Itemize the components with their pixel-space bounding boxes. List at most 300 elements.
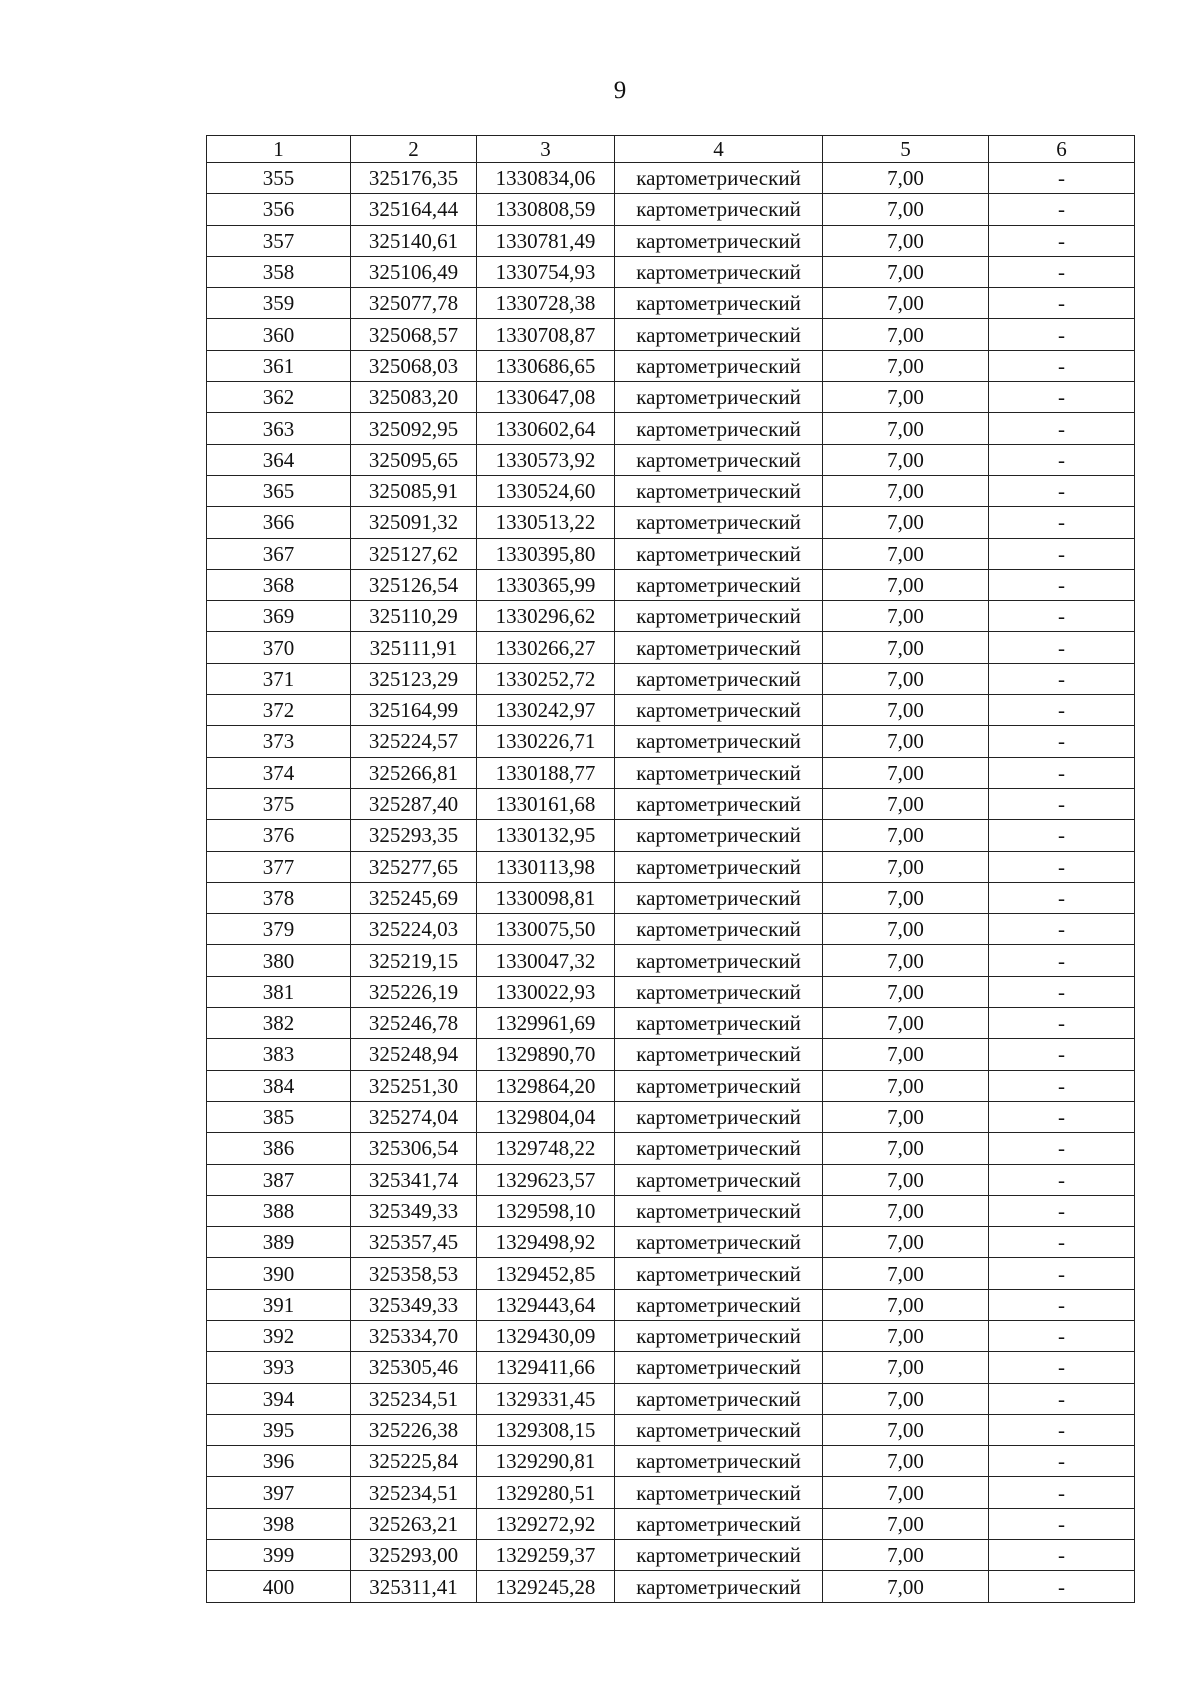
point-number-cell: 387 <box>207 1164 351 1195</box>
x-coordinate-cell: 325226,19 <box>351 976 477 1007</box>
method-cell: картометрический <box>615 507 823 538</box>
table-row <box>207 1008 1135 1039</box>
note-cell: - <box>989 820 1135 851</box>
note-cell: - <box>989 1195 1135 1226</box>
table-row <box>207 1383 1135 1414</box>
accuracy-cell: 7,00 <box>823 382 989 413</box>
point-number-cell: 390 <box>207 1258 351 1289</box>
y-coordinate-cell: 1330188,77 <box>477 757 615 788</box>
y-coordinate-cell: 1329623,57 <box>477 1164 615 1195</box>
point-number-cell: 360 <box>207 319 351 350</box>
x-coordinate-cell: 325349,33 <box>351 1195 477 1226</box>
y-coordinate-cell: 1329443,64 <box>477 1289 615 1320</box>
method-cell: картометрический <box>615 1352 823 1383</box>
y-coordinate-cell: 1330524,60 <box>477 475 615 506</box>
y-coordinate-cell: 1330022,93 <box>477 976 615 1007</box>
table-row <box>207 695 1135 726</box>
x-coordinate-cell: 325225,84 <box>351 1446 477 1477</box>
y-coordinate-cell: 1330834,06 <box>477 163 615 194</box>
point-number-cell: 379 <box>207 914 351 945</box>
x-coordinate-cell: 325263,21 <box>351 1508 477 1539</box>
method-cell: картометрический <box>615 1289 823 1320</box>
point-number-cell: 355 <box>207 163 351 194</box>
method-cell: картометрический <box>615 1320 823 1351</box>
table-row <box>207 663 1135 694</box>
point-number-cell: 386 <box>207 1133 351 1164</box>
table-row <box>207 382 1135 413</box>
method-cell: картометрический <box>615 601 823 632</box>
point-number-cell: 374 <box>207 757 351 788</box>
y-coordinate-cell: 1330113,98 <box>477 851 615 882</box>
point-number-cell: 388 <box>207 1195 351 1226</box>
point-number-cell: 383 <box>207 1039 351 1070</box>
note-cell: - <box>989 1164 1135 1195</box>
method-cell: картометрический <box>615 350 823 381</box>
x-coordinate-cell: 325226,38 <box>351 1414 477 1445</box>
x-coordinate-cell: 325083,20 <box>351 382 477 413</box>
x-coordinate-cell: 325219,15 <box>351 945 477 976</box>
accuracy-cell: 7,00 <box>823 601 989 632</box>
x-coordinate-cell: 325311,41 <box>351 1571 477 1602</box>
method-cell: картометрический <box>615 1039 823 1070</box>
y-coordinate-cell: 1329452,85 <box>477 1258 615 1289</box>
method-cell: картометрический <box>615 1008 823 1039</box>
y-coordinate-cell: 1329259,37 <box>477 1540 615 1571</box>
accuracy-cell: 7,00 <box>823 1164 989 1195</box>
accuracy-cell: 7,00 <box>823 569 989 600</box>
y-coordinate-cell: 1329498,92 <box>477 1227 615 1258</box>
table-row <box>207 256 1135 287</box>
accuracy-cell: 7,00 <box>823 1070 989 1101</box>
point-number-cell: 371 <box>207 663 351 694</box>
method-cell: картометрический <box>615 663 823 694</box>
table-row <box>207 1258 1135 1289</box>
method-cell: картометрический <box>615 1571 823 1602</box>
x-coordinate-cell: 325095,65 <box>351 444 477 475</box>
table-row <box>207 1195 1135 1226</box>
y-coordinate-cell: 1330781,49 <box>477 225 615 256</box>
method-cell: картометрический <box>615 1195 823 1226</box>
note-cell: - <box>989 1352 1135 1383</box>
x-coordinate-cell: 325077,78 <box>351 288 477 319</box>
table-row <box>207 1508 1135 1539</box>
y-coordinate-cell: 1329748,22 <box>477 1133 615 1164</box>
x-coordinate-cell: 325140,61 <box>351 225 477 256</box>
point-number-cell: 369 <box>207 601 351 632</box>
y-coordinate-cell: 1330075,50 <box>477 914 615 945</box>
point-number-cell: 363 <box>207 413 351 444</box>
note-cell: - <box>989 444 1135 475</box>
point-number-cell: 399 <box>207 1540 351 1571</box>
x-coordinate-cell: 325357,45 <box>351 1227 477 1258</box>
x-coordinate-cell: 325091,32 <box>351 507 477 538</box>
y-coordinate-cell: 1330047,32 <box>477 945 615 976</box>
note-cell: - <box>989 225 1135 256</box>
x-coordinate-cell: 325277,65 <box>351 851 477 882</box>
y-coordinate-cell: 1330686,65 <box>477 350 615 381</box>
method-cell: картометрический <box>615 914 823 945</box>
y-coordinate-cell: 1330161,68 <box>477 788 615 819</box>
method-cell: картометрический <box>615 1101 823 1132</box>
method-cell: картометрический <box>615 319 823 350</box>
y-coordinate-cell: 1329804,04 <box>477 1101 615 1132</box>
method-cell: картометрический <box>615 1164 823 1195</box>
point-number-cell: 389 <box>207 1227 351 1258</box>
accuracy-cell: 7,00 <box>823 726 989 757</box>
note-cell: - <box>989 976 1135 1007</box>
note-cell: - <box>989 1289 1135 1320</box>
point-number-cell: 384 <box>207 1070 351 1101</box>
column-header-1: 1 <box>207 136 351 163</box>
table-row <box>207 788 1135 819</box>
y-coordinate-cell: 1330395,80 <box>477 538 615 569</box>
note-cell: - <box>989 350 1135 381</box>
column-header-3: 3 <box>477 136 615 163</box>
y-coordinate-cell: 1330252,72 <box>477 663 615 694</box>
point-number-cell: 376 <box>207 820 351 851</box>
accuracy-cell: 7,00 <box>823 1008 989 1039</box>
x-coordinate-cell: 325106,49 <box>351 256 477 287</box>
accuracy-cell: 7,00 <box>823 1289 989 1320</box>
accuracy-cell: 7,00 <box>823 1195 989 1226</box>
note-cell: - <box>989 1540 1135 1571</box>
method-cell: картометрический <box>615 538 823 569</box>
accuracy-cell: 7,00 <box>823 444 989 475</box>
accuracy-cell: 7,00 <box>823 507 989 538</box>
table-row <box>207 945 1135 976</box>
table-row <box>207 914 1135 945</box>
table-row <box>207 1540 1135 1571</box>
method-cell: картометрический <box>615 163 823 194</box>
x-coordinate-cell: 325068,03 <box>351 350 477 381</box>
method-cell: картометрический <box>615 194 823 225</box>
note-cell: - <box>989 1070 1135 1101</box>
method-cell: картометрический <box>615 1070 823 1101</box>
note-cell: - <box>989 1039 1135 1070</box>
accuracy-cell: 7,00 <box>823 663 989 694</box>
table-row <box>207 163 1135 194</box>
method-cell: картометрический <box>615 1258 823 1289</box>
table-row <box>207 319 1135 350</box>
coordinates-table <box>206 135 1135 1603</box>
note-cell: - <box>989 1477 1135 1508</box>
x-coordinate-cell: 325111,91 <box>351 632 477 663</box>
accuracy-cell: 7,00 <box>823 475 989 506</box>
y-coordinate-cell: 1330365,99 <box>477 569 615 600</box>
note-cell: - <box>989 882 1135 913</box>
x-coordinate-cell: 325306,54 <box>351 1133 477 1164</box>
x-coordinate-cell: 325085,91 <box>351 475 477 506</box>
note-cell: - <box>989 413 1135 444</box>
y-coordinate-cell: 1330242,97 <box>477 695 615 726</box>
method-cell: картометрический <box>615 695 823 726</box>
x-coordinate-cell: 325164,99 <box>351 695 477 726</box>
table-row <box>207 1446 1135 1477</box>
table-row <box>207 1101 1135 1132</box>
y-coordinate-cell: 1329961,69 <box>477 1008 615 1039</box>
accuracy-cell: 7,00 <box>823 695 989 726</box>
accuracy-cell: 7,00 <box>823 820 989 851</box>
note-cell: - <box>989 1383 1135 1414</box>
y-coordinate-cell: 1330602,64 <box>477 413 615 444</box>
point-number-cell: 385 <box>207 1101 351 1132</box>
accuracy-cell: 7,00 <box>823 1540 989 1571</box>
point-number-cell: 382 <box>207 1008 351 1039</box>
method-cell: картометрический <box>615 976 823 1007</box>
x-coordinate-cell: 325266,81 <box>351 757 477 788</box>
y-coordinate-cell: 1330728,38 <box>477 288 615 319</box>
column-header-2: 2 <box>351 136 477 163</box>
point-number-cell: 377 <box>207 851 351 882</box>
point-number-cell: 367 <box>207 538 351 569</box>
point-number-cell: 358 <box>207 256 351 287</box>
y-coordinate-cell: 1330513,22 <box>477 507 615 538</box>
note-cell: - <box>989 695 1135 726</box>
method-cell: картометрический <box>615 256 823 287</box>
y-coordinate-cell: 1330573,92 <box>477 444 615 475</box>
point-number-cell: 357 <box>207 225 351 256</box>
method-cell: картометрический <box>615 1414 823 1445</box>
accuracy-cell: 7,00 <box>823 1227 989 1258</box>
y-coordinate-cell: 1329864,20 <box>477 1070 615 1101</box>
table-row <box>207 976 1135 1007</box>
accuracy-cell: 7,00 <box>823 757 989 788</box>
note-cell: - <box>989 382 1135 413</box>
x-coordinate-cell: 325287,40 <box>351 788 477 819</box>
note-cell: - <box>989 288 1135 319</box>
accuracy-cell: 7,00 <box>823 976 989 1007</box>
note-cell: - <box>989 507 1135 538</box>
page-number: 9 <box>613 77 627 104</box>
point-number-cell: 372 <box>207 695 351 726</box>
method-cell: картометрический <box>615 1508 823 1539</box>
method-cell: картометрический <box>615 757 823 788</box>
method-cell: картометрический <box>615 569 823 600</box>
x-coordinate-cell: 325126,54 <box>351 569 477 600</box>
note-cell: - <box>989 256 1135 287</box>
x-coordinate-cell: 325176,35 <box>351 163 477 194</box>
accuracy-cell: 7,00 <box>823 1383 989 1414</box>
note-cell: - <box>989 1133 1135 1164</box>
accuracy-cell: 7,00 <box>823 632 989 663</box>
point-number-cell: 391 <box>207 1289 351 1320</box>
note-cell: - <box>989 319 1135 350</box>
x-coordinate-cell: 325341,74 <box>351 1164 477 1195</box>
note-cell: - <box>989 1008 1135 1039</box>
note-cell: - <box>989 1258 1135 1289</box>
point-number-cell: 398 <box>207 1508 351 1539</box>
table-row <box>207 1070 1135 1101</box>
method-cell: картометрический <box>615 788 823 819</box>
point-number-cell: 393 <box>207 1352 351 1383</box>
y-coordinate-cell: 1330132,95 <box>477 820 615 851</box>
table-row <box>207 1477 1135 1508</box>
accuracy-cell: 7,00 <box>823 1414 989 1445</box>
method-cell: картометрический <box>615 726 823 757</box>
method-cell: картометрический <box>615 475 823 506</box>
x-coordinate-cell: 325293,35 <box>351 820 477 851</box>
method-cell: картометрический <box>615 413 823 444</box>
point-number-cell: 370 <box>207 632 351 663</box>
accuracy-cell: 7,00 <box>823 1477 989 1508</box>
y-coordinate-cell: 1330708,87 <box>477 319 615 350</box>
method-cell: картометрический <box>615 632 823 663</box>
x-coordinate-cell: 325246,78 <box>351 1008 477 1039</box>
point-number-cell: 400 <box>207 1571 351 1602</box>
table-header-row <box>207 136 1135 163</box>
accuracy-cell: 7,00 <box>823 1508 989 1539</box>
method-cell: картометрический <box>615 945 823 976</box>
accuracy-cell: 7,00 <box>823 1352 989 1383</box>
y-coordinate-cell: 1330647,08 <box>477 382 615 413</box>
x-coordinate-cell: 325092,95 <box>351 413 477 444</box>
point-number-cell: 392 <box>207 1320 351 1351</box>
method-cell: картометрический <box>615 851 823 882</box>
x-coordinate-cell: 325234,51 <box>351 1477 477 1508</box>
y-coordinate-cell: 1329280,51 <box>477 1477 615 1508</box>
table-row <box>207 1571 1135 1602</box>
point-number-cell: 356 <box>207 194 351 225</box>
y-coordinate-cell: 1329245,28 <box>477 1571 615 1602</box>
y-coordinate-cell: 1330098,81 <box>477 882 615 913</box>
table-row <box>207 851 1135 882</box>
x-coordinate-cell: 325274,04 <box>351 1101 477 1132</box>
accuracy-cell: 7,00 <box>823 413 989 444</box>
point-number-cell: 396 <box>207 1446 351 1477</box>
y-coordinate-cell: 1330808,59 <box>477 194 615 225</box>
method-cell: картометрический <box>615 225 823 256</box>
method-cell: картометрический <box>615 1540 823 1571</box>
y-coordinate-cell: 1329308,15 <box>477 1414 615 1445</box>
method-cell: картометрический <box>615 382 823 413</box>
x-coordinate-cell: 325127,62 <box>351 538 477 569</box>
note-cell: - <box>989 194 1135 225</box>
x-coordinate-cell: 325164,44 <box>351 194 477 225</box>
table-row <box>207 1414 1135 1445</box>
table-row <box>207 726 1135 757</box>
accuracy-cell: 7,00 <box>823 1258 989 1289</box>
point-number-cell: 380 <box>207 945 351 976</box>
table-row <box>207 882 1135 913</box>
y-coordinate-cell: 1329890,70 <box>477 1039 615 1070</box>
y-coordinate-cell: 1330296,62 <box>477 601 615 632</box>
table-row <box>207 820 1135 851</box>
accuracy-cell: 7,00 <box>823 225 989 256</box>
x-coordinate-cell: 325349,33 <box>351 1289 477 1320</box>
point-number-cell: 361 <box>207 350 351 381</box>
table-row <box>207 444 1135 475</box>
table-body <box>207 163 1135 1603</box>
accuracy-cell: 7,00 <box>823 1133 989 1164</box>
accuracy-cell: 7,00 <box>823 1446 989 1477</box>
table-row <box>207 632 1135 663</box>
method-cell: картометрический <box>615 1383 823 1414</box>
note-cell: - <box>989 1571 1135 1602</box>
x-coordinate-cell: 325358,53 <box>351 1258 477 1289</box>
accuracy-cell: 7,00 <box>823 256 989 287</box>
table-row <box>207 1164 1135 1195</box>
x-coordinate-cell: 325110,29 <box>351 601 477 632</box>
point-number-cell: 395 <box>207 1414 351 1445</box>
x-coordinate-cell: 325305,46 <box>351 1352 477 1383</box>
note-cell: - <box>989 757 1135 788</box>
point-number-cell: 381 <box>207 976 351 1007</box>
table-row <box>207 350 1135 381</box>
method-cell: картометрический <box>615 288 823 319</box>
method-cell: картометрический <box>615 1227 823 1258</box>
accuracy-cell: 7,00 <box>823 1101 989 1132</box>
note-cell: - <box>989 475 1135 506</box>
table-row <box>207 475 1135 506</box>
x-coordinate-cell: 325234,51 <box>351 1383 477 1414</box>
method-cell: картометрический <box>615 820 823 851</box>
table-row <box>207 569 1135 600</box>
note-cell: - <box>989 601 1135 632</box>
note-cell: - <box>989 538 1135 569</box>
table-row <box>207 1039 1135 1070</box>
accuracy-cell: 7,00 <box>823 163 989 194</box>
point-number-cell: 373 <box>207 726 351 757</box>
table-row <box>207 413 1135 444</box>
accuracy-cell: 7,00 <box>823 194 989 225</box>
accuracy-cell: 7,00 <box>823 788 989 819</box>
note-cell: - <box>989 788 1135 819</box>
x-coordinate-cell: 325123,29 <box>351 663 477 694</box>
table-row <box>207 225 1135 256</box>
point-number-cell: 368 <box>207 569 351 600</box>
y-coordinate-cell: 1330754,93 <box>477 256 615 287</box>
y-coordinate-cell: 1329331,45 <box>477 1383 615 1414</box>
x-coordinate-cell: 325245,69 <box>351 882 477 913</box>
table-row <box>207 507 1135 538</box>
table-row <box>207 1352 1135 1383</box>
y-coordinate-cell: 1329598,10 <box>477 1195 615 1226</box>
note-cell: - <box>989 1101 1135 1132</box>
column-header-5: 5 <box>823 136 989 163</box>
point-number-cell: 366 <box>207 507 351 538</box>
table-row <box>207 1289 1135 1320</box>
note-cell: - <box>989 163 1135 194</box>
point-number-cell: 365 <box>207 475 351 506</box>
note-cell: - <box>989 1508 1135 1539</box>
column-header-4: 4 <box>615 136 823 163</box>
accuracy-cell: 7,00 <box>823 851 989 882</box>
table-row <box>207 538 1135 569</box>
point-number-cell: 397 <box>207 1477 351 1508</box>
accuracy-cell: 7,00 <box>823 1039 989 1070</box>
point-number-cell: 359 <box>207 288 351 319</box>
y-coordinate-cell: 1329272,92 <box>477 1508 615 1539</box>
table-row <box>207 601 1135 632</box>
y-coordinate-cell: 1330226,71 <box>477 726 615 757</box>
note-cell: - <box>989 1227 1135 1258</box>
table-row <box>207 194 1135 225</box>
x-coordinate-cell: 325224,03 <box>351 914 477 945</box>
y-coordinate-cell: 1329430,09 <box>477 1320 615 1351</box>
point-number-cell: 378 <box>207 882 351 913</box>
y-coordinate-cell: 1330266,27 <box>477 632 615 663</box>
note-cell: - <box>989 726 1135 757</box>
x-coordinate-cell: 325251,30 <box>351 1070 477 1101</box>
point-number-cell: 375 <box>207 788 351 819</box>
accuracy-cell: 7,00 <box>823 319 989 350</box>
point-number-cell: 364 <box>207 444 351 475</box>
method-cell: картометрический <box>615 1477 823 1508</box>
method-cell: картометрический <box>615 1446 823 1477</box>
method-cell: картометрический <box>615 882 823 913</box>
x-coordinate-cell: 325334,70 <box>351 1320 477 1351</box>
table-row <box>207 1133 1135 1164</box>
